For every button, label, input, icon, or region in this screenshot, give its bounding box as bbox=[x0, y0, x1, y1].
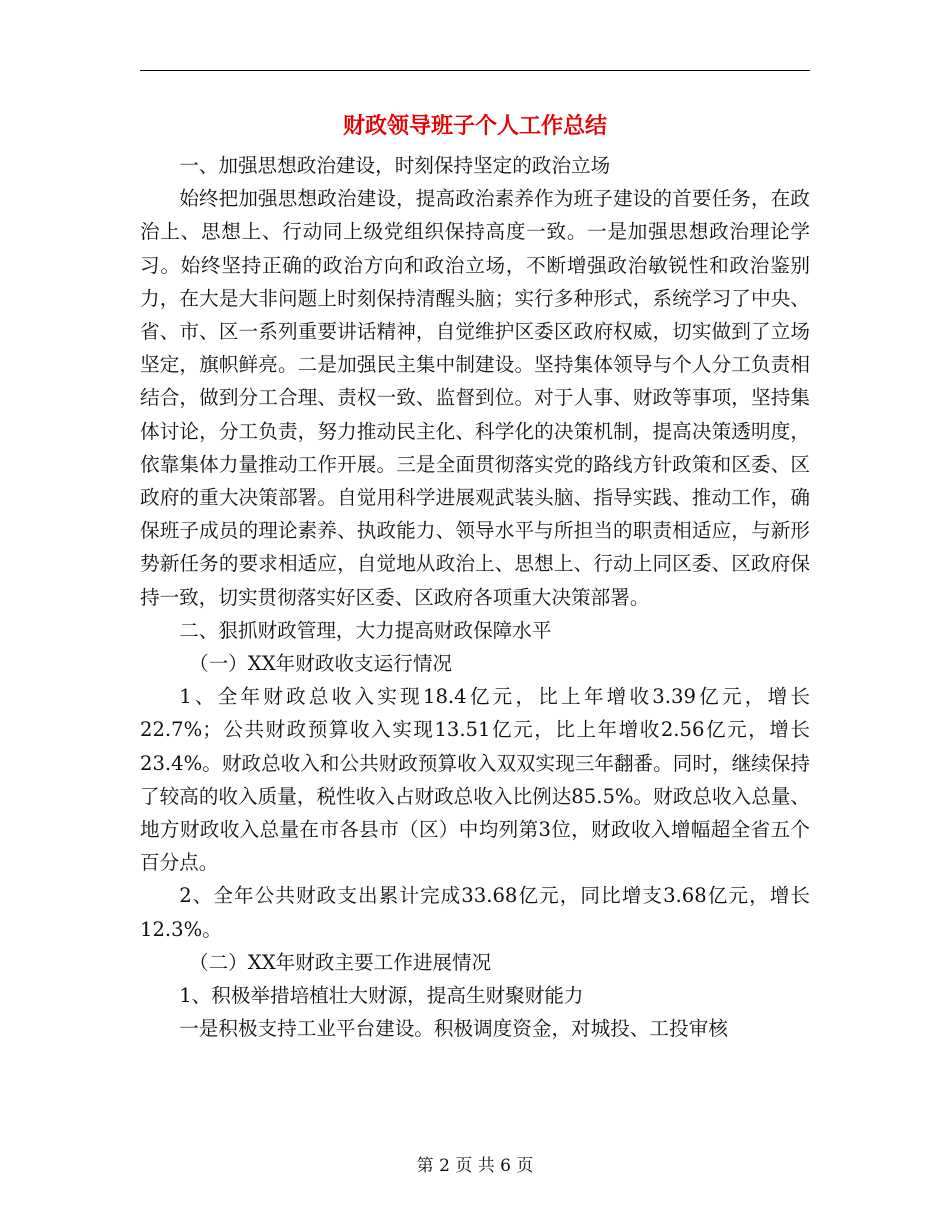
subsection-heading: （一）XX年财政收支运行情况 bbox=[189, 652, 453, 676]
subsection-heading: （二）XX年财政主要工作进展情况 bbox=[189, 950, 492, 974]
paragraph: 1、全年财政总收入实现18.4亿元，比上年增收3.39亿元，增长22.7%；公共财政预算收入实现13.51亿元，比上年增收2.56亿元，增长23.4%。财政总收入和公共财政预算收入双双实现三年翻番。同时，继续保持了较高的收入质量，税性收入占财政总收入比例达85.5%。财政总收入总量、地方财政收入总量在市各县市（区）中均列第3位，财政收入增幅超全省五个百分点。 bbox=[140, 685, 810, 875]
header-rule bbox=[140, 70, 810, 71]
paragraph: 一是积极支持工业平台建设。积极调度资金，对城投、工投审核 bbox=[179, 1017, 728, 1041]
document-body bbox=[140, 149, 810, 1045]
paragraph: 2、全年公共财政支出累计完成33.68亿元，同比增支3.68亿元，增长12.3%。 bbox=[140, 884, 810, 941]
page-footer: 第 2 页 共 6 页 bbox=[416, 1156, 534, 1176]
section-heading: 一、加强思想政治建设，时刻保持坚定的政治立场 bbox=[179, 154, 611, 177]
item-heading: 1、积极举措培植壮大财源，提高生财聚财能力 bbox=[179, 984, 584, 1008]
section-heading: 二、狠抓财政管理，大力提高财政保障水平 bbox=[179, 618, 552, 642]
document-title: 财政领导班子个人工作总结 bbox=[342, 113, 607, 139]
paragraph: 始终把加强思想政治建设，提高政治素养作为班子建设的首要任务，在政治上、思想上、行动同上级党组织保持高度一致。一是加强思想政治理论学习。始终坚持正确的政治方向和政治立场，不断增强政治敏锐性和政治鉴别力，在大是大非问题上时刻保持清醒头脑；实行多种形式，系统学习了中央、省、市、区一系列重要讲话精神，自觉维护区委区政府权威，切实做到了立场坚定，旗帜鲜亮。二是加强民主集中制建设。坚持集体领导与个人分工负责相结合，做到分工合理、责权一致、监督到位。对于人事、财政等事项，坚持集体讨论，分工负责，努力推动民主化、科学化的决策机制，提高决策透明度，依靠集体力量推动工作开展。三是全面贯彻落实党的路线方针政策和区委、区政府的重大决策部署。自觉用科学进展观武装头脑、指导实践、推动工作，确保班子成员的理论素养、执政能力、领导水平与所担当的职责相适应，与新形势新任务的要求相适应，自觉地从政治上、思想上、行动上同区委、区政府保持一致，切实贯彻落实好区委、区政府各项重大决策部署。 bbox=[140, 187, 810, 609]
